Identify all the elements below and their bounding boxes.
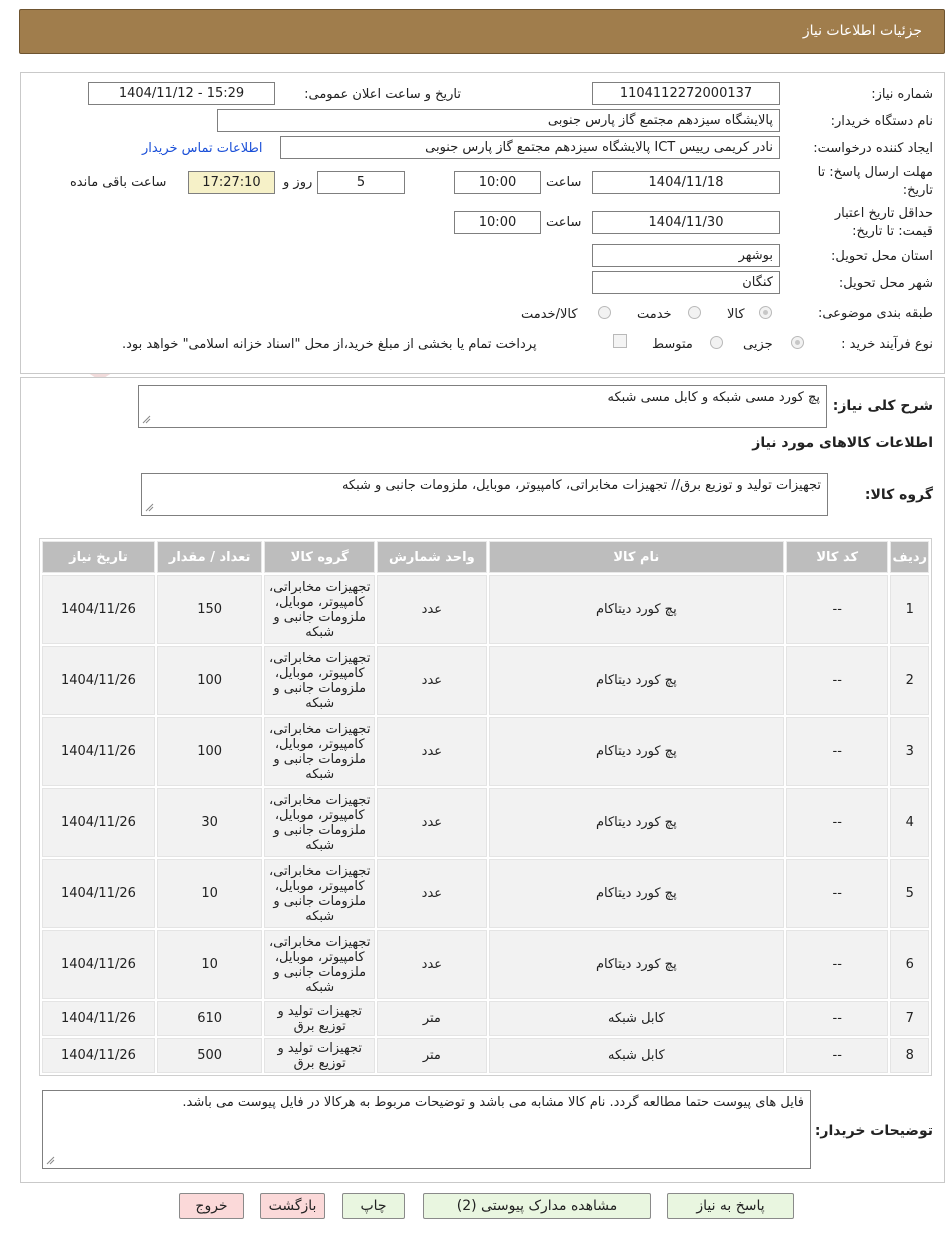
resize-grip-icon[interactable] xyxy=(145,503,154,512)
cell-group: تجهیزات مخابراتی، کامپیوتر، موبایل، ملزومات جانبی و شبکه xyxy=(264,859,375,928)
cell-date: 1404/11/26 xyxy=(42,930,155,999)
goods-group-text: تجهیزات تولید و توزیع برق// تجهیزات مخابراتی، کامپیوتر، موبایل، ملزومات جانبی و شبکه xyxy=(341,478,821,493)
cell-name: کابل شبکه xyxy=(489,1001,784,1036)
exit-button[interactable]: خروج xyxy=(179,1193,244,1219)
table-row xyxy=(42,575,929,644)
process-minor-radio[interactable] xyxy=(791,336,804,349)
col-header-quantity: تعداد / مقدار xyxy=(157,541,263,573)
cell-quantity: 150 xyxy=(157,575,263,644)
cell-date: 1404/11/26 xyxy=(42,717,155,786)
cell-unit: متر xyxy=(377,1038,487,1073)
items-section-title: اطلاعات کالاهای مورد نیاز xyxy=(752,435,933,451)
cell-group: تجهیزات تولید و توزیع برق xyxy=(264,1001,375,1036)
cell-row-no: 5 xyxy=(890,859,929,928)
cell-date: 1404/11/26 xyxy=(42,1038,155,1073)
validity-label-2: قیمت: تا تاریخ: xyxy=(852,224,933,239)
table-row xyxy=(42,1001,929,1036)
cell-date: 1404/11/26 xyxy=(42,788,155,857)
category-both-radio[interactable] xyxy=(598,306,611,319)
cell-group: تجهیزات تولید و توزیع برق xyxy=(264,1038,375,1073)
category-service-radio[interactable] xyxy=(688,306,701,319)
validity-time-label: ساعت xyxy=(546,215,582,230)
cell-group: تجهیزات مخابراتی، کامپیوتر، موبایل، ملزومات جانبی و شبکه xyxy=(264,788,375,857)
buyer-org-field: پالایشگاه سیزدهم مجتمع گاز پارس جنوبی xyxy=(217,109,780,132)
col-header-unit: واحد شمارش xyxy=(377,541,487,573)
cell-group: تجهیزات مخابراتی، کامپیوتر، موبایل، ملزومات جانبی و شبکه xyxy=(264,575,375,644)
cell-unit: متر xyxy=(377,1001,487,1036)
cell-name: پچ کورد دیتاکام xyxy=(489,930,784,999)
process-medium-label: متوسط xyxy=(652,337,693,352)
table-row xyxy=(42,859,929,928)
need-number-field: 1104112272000137 xyxy=(592,82,780,105)
table-row xyxy=(42,646,929,715)
resize-grip-icon[interactable] xyxy=(46,1156,55,1165)
buyer-notes-label: توضیحات خریدار: xyxy=(814,1123,933,1139)
category-both-label: کالا/خدمت xyxy=(521,307,578,322)
remaining-time-field: 17:27:10 xyxy=(188,171,275,194)
cell-code: -- xyxy=(786,859,888,928)
send-deadline-label: مهلت ارسال پاسخ: تا xyxy=(817,165,933,180)
cell-name: پچ کورد دیتاکام xyxy=(489,575,784,644)
cell-date: 1404/11/26 xyxy=(42,575,155,644)
cell-quantity: 10 xyxy=(157,859,263,928)
cell-code: -- xyxy=(786,575,888,644)
need-summary-label: شرح کلی نیاز: xyxy=(832,398,933,414)
items-table xyxy=(39,538,932,1076)
cell-code: -- xyxy=(786,646,888,715)
col-header-date: تاریخ نیاز xyxy=(42,541,155,573)
category-service-label: خدمت xyxy=(637,307,672,322)
print-button[interactable]: چاپ xyxy=(342,1193,405,1219)
send-time-field: 10:00 xyxy=(454,171,541,194)
cell-row-no: 2 xyxy=(890,646,929,715)
cell-row-no: 1 xyxy=(890,575,929,644)
cell-quantity: 500 xyxy=(157,1038,263,1073)
cell-unit: عدد xyxy=(377,717,487,786)
cell-row-no: 4 xyxy=(890,788,929,857)
treasury-note: پرداخت تمام یا بخشی از مبلغ خرید،از محل "اسناد خزانه اسلامی" خواهد بود. xyxy=(122,337,537,352)
buyer-notes-text: فایل های پیوست حتما مطالعه گردد. نام کالا مشابه می باشد و توضیحات مربوط به هرکالا در فایل پیوست می باشد. xyxy=(182,1095,804,1110)
back-button[interactable]: بازگشت xyxy=(260,1193,325,1219)
cell-row-no: 7 xyxy=(890,1001,929,1036)
days-field: 5 xyxy=(317,171,405,194)
cell-name: پچ کورد دیتاکام xyxy=(489,859,784,928)
table-row xyxy=(42,1038,929,1073)
treasury-checkbox[interactable] xyxy=(613,334,627,348)
need-number-label: شماره نیاز: xyxy=(871,87,933,102)
table-row xyxy=(42,717,929,786)
table-header-row xyxy=(42,541,929,573)
category-label: طبقه بندی موضوعی: xyxy=(817,306,933,321)
days-label: روز و xyxy=(283,175,313,190)
cell-date: 1404/11/26 xyxy=(42,646,155,715)
cell-code: -- xyxy=(786,717,888,786)
cell-unit: عدد xyxy=(377,575,487,644)
cell-name: پچ کورد دیتاکام xyxy=(489,717,784,786)
col-header-name: نام کالا xyxy=(489,541,784,573)
table-row xyxy=(42,930,929,999)
cell-name: پچ کورد دیتاکام xyxy=(489,788,784,857)
cell-row-no: 6 xyxy=(890,930,929,999)
cell-quantity: 100 xyxy=(157,717,263,786)
send-time-label: ساعت xyxy=(546,175,582,190)
cell-group: تجهیزات مخابراتی، کامپیوتر، موبایل، ملزومات جانبی و شبکه xyxy=(264,930,375,999)
announce-datetime-field: 1404/11/12 - 15:29 xyxy=(88,82,275,105)
buyer-contact-link[interactable]: اطلاعات تماس خریدار xyxy=(142,141,263,156)
send-date-field: 1404/11/18 xyxy=(592,171,780,194)
validity-date-field: 1404/11/30 xyxy=(592,211,780,234)
table-row xyxy=(42,788,929,857)
creator-field: نادر کریمی رییس ICT پالایشگاه سیزدهم مجتمع گاز پارس جنوبی xyxy=(280,136,780,159)
page-title: جزئیات اطلاعات نیاز xyxy=(802,23,922,39)
cell-quantity: 610 xyxy=(157,1001,263,1036)
goods-group-label: گروه کالا: xyxy=(864,487,933,503)
need-summary-field[interactable] xyxy=(138,385,827,428)
city-field: کنگان xyxy=(592,271,780,294)
validity-label: حداقل تاریخ اعتبار xyxy=(834,206,933,221)
cell-name: کابل شبکه xyxy=(489,1038,784,1073)
cell-group: تجهیزات مخابراتی، کامپیوتر، موبایل، ملزومات جانبی و شبکه xyxy=(264,717,375,786)
buyer-org-label: نام دستگاه خریدار: xyxy=(830,114,933,129)
cell-name: پچ کورد دیتاکام xyxy=(489,646,784,715)
col-header-code: کد کالا xyxy=(786,541,888,573)
validity-time-field: 10:00 xyxy=(454,211,541,234)
province-field: بوشهر xyxy=(592,244,780,267)
cell-quantity: 10 xyxy=(157,930,263,999)
cell-code: -- xyxy=(786,788,888,857)
buyer-notes-field[interactable] xyxy=(42,1090,811,1169)
cell-group: تجهیزات مخابراتی، کامپیوتر، موبایل، ملزومات جانبی و شبکه xyxy=(264,646,375,715)
cell-unit: عدد xyxy=(377,930,487,999)
cell-date: 1404/11/26 xyxy=(42,859,155,928)
category-goods-label: کالا xyxy=(727,307,745,322)
cell-code: -- xyxy=(786,1038,888,1073)
goods-group-field[interactable] xyxy=(141,473,828,516)
process-medium-radio[interactable] xyxy=(710,336,723,349)
cell-quantity: 100 xyxy=(157,646,263,715)
cell-row-no: 8 xyxy=(890,1038,929,1073)
cell-unit: عدد xyxy=(377,646,487,715)
city-label: شهر محل تحویل: xyxy=(838,276,933,291)
province-label: استان محل تحویل: xyxy=(831,249,933,264)
cell-date: 1404/11/26 xyxy=(42,1001,155,1036)
view-attachments-button[interactable]: مشاهده مدارک پیوستی (2) xyxy=(423,1193,651,1219)
resize-grip-icon[interactable] xyxy=(142,415,151,424)
remaining-time-label: ساعت باقی مانده xyxy=(70,175,167,190)
page-header xyxy=(19,9,945,54)
cell-row-no: 3 xyxy=(890,717,929,786)
cell-code: -- xyxy=(786,1001,888,1036)
announce-datetime-label: تاریخ و ساعت اعلان عمومی: xyxy=(304,87,461,102)
cell-unit: عدد xyxy=(377,788,487,857)
col-header-group: گروه کالا xyxy=(264,541,375,573)
cell-code: -- xyxy=(786,930,888,999)
creator-label: ایجاد کننده درخواست: xyxy=(813,141,933,156)
process-minor-label: جزیی xyxy=(743,337,773,352)
send-deadline-label-2: تاریخ: xyxy=(902,183,933,198)
process-type-label: نوع فرآیند خرید : xyxy=(841,337,933,352)
category-goods-radio[interactable] xyxy=(759,306,772,319)
reply-button[interactable]: پاسخ به نیاز xyxy=(667,1193,794,1219)
cell-quantity: 30 xyxy=(157,788,263,857)
col-header-row-no: ردیف xyxy=(890,541,929,573)
need-summary-text: پچ کورد مسی شبکه و کابل مسی شبکه xyxy=(607,390,820,405)
cell-unit: عدد xyxy=(377,859,487,928)
